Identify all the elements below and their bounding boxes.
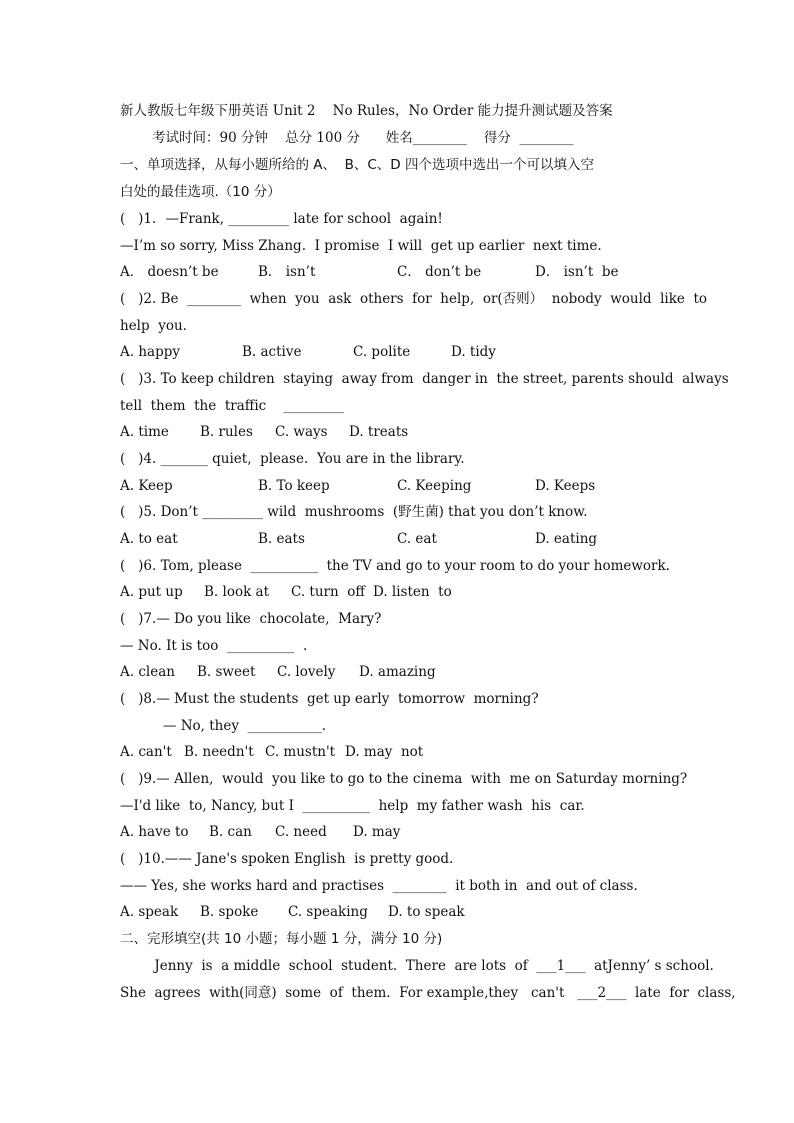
option-d: D. listen to [373, 584, 452, 600]
question-7-stem: ( )7.— Do you like chocolate, Mary? [120, 611, 382, 627]
section1-heading-cont: 白处的最佳选项.（10 分） [120, 184, 281, 200]
option-a: A. can't [120, 744, 172, 760]
option-a: A. to eat [120, 531, 178, 547]
question-1-options [120, 262, 680, 282]
exam-info: 考试时间：90 分钟 总分 100 分 姓名________ 得分 ________ [152, 130, 574, 146]
option-d: D. eating [535, 531, 598, 547]
cloze-blank-1: ___1___ [536, 958, 586, 974]
question-2-options [120, 342, 680, 362]
option-a: A. have to [120, 824, 189, 840]
option-d: D． isn’t be [535, 264, 619, 280]
question-8-dialog: — No, they ___________. [120, 718, 327, 734]
question-8-options [120, 742, 680, 762]
question-2-stem: ( )2. Be ________ when you ask others for help, or(否则） nobody would like to [120, 291, 708, 307]
option-a: A. clean [120, 664, 175, 680]
option-b: B. rules [200, 424, 253, 440]
question-8-stem: ( )8.— Must the students get up early tomorrow morning? [120, 691, 539, 707]
option-a: A. time [120, 424, 169, 440]
option-c: C. speaking [288, 904, 368, 920]
option-a: A. speak [120, 904, 179, 920]
cloze-text: Jenny is a middle school student. There are lots of [120, 958, 537, 974]
option-d: D. tidy [451, 344, 496, 360]
option-d: D. may not [345, 744, 424, 760]
option-c: C. mustn't [265, 744, 336, 760]
option-d: D. amazing [359, 664, 436, 680]
question-5-stem: ( )5. Don’t _________ wild mushrooms (野生菌) that you don’t know. [120, 504, 588, 520]
option-d: D. treats [349, 424, 409, 440]
option-a: A. happy [120, 344, 180, 360]
question-6-stem: ( )6. Tom, please __________ the TV and go to your room to do your homework. [120, 558, 670, 574]
option-c: C. ways [275, 424, 328, 440]
option-b: B. eats [258, 531, 305, 547]
option-c: C. need [275, 824, 327, 840]
option-b: B. active [242, 344, 302, 360]
option-c: C. turn off [291, 584, 365, 600]
question-3-stem-cont: tell them the traffic _________ [120, 398, 345, 414]
question-9-stem: ( )9.— Allen, would you like to go to the cinema with me on Saturday morning? [120, 771, 688, 787]
question-9-dialog: —I'd like to, Nancy, but I __________ help my father wash his car. [120, 798, 585, 814]
cloze-passage-line-2 [120, 983, 736, 1003]
option-a: A. put up [120, 584, 183, 600]
option-b: B. needn't [184, 744, 254, 760]
option-b: B. spoke [200, 904, 259, 920]
question-7-dialog: — No. It is too __________ . [120, 638, 308, 654]
option-b: B． isn’t [258, 264, 316, 280]
option-d: D. Keeps [535, 478, 596, 494]
question-1-stem: ( )1．—Frank, _________ late for school again! [120, 211, 443, 227]
option-c: C． don’t be [397, 264, 482, 280]
question-10-dialog: —— Yes, she works hard and practises ________ it both in and out of class. [120, 878, 638, 894]
page-title: 新人教版七年级下册英语 Unit 2 No Rules，No Order 能力提升测试题及答案 [120, 103, 613, 119]
question-4-stem: ( )4. _______ quiet, please. You are in the library. [120, 451, 465, 467]
question-3-options [120, 422, 680, 442]
question-9-options [120, 822, 680, 842]
section1-heading: 一、单项选择，从每小题所给的 A、 B、C、D 四个选项中选出一个可以填入空 [120, 157, 594, 173]
option-c: C. eat [397, 531, 437, 547]
question-10-stem: ( )10.—— Jane's spoken English is pretty good. [120, 851, 454, 867]
cloze-blank-2: ___2___ [577, 985, 627, 1001]
option-c: C. polite [353, 344, 411, 360]
question-1-dialog: —I’m so sorry, Miss Zhang. I promise I will get up earlier next time. [120, 238, 602, 254]
cloze-passage-line-1 [120, 956, 714, 976]
question-10-options [120, 902, 680, 922]
option-b: B. sweet [197, 664, 256, 680]
question-4-options [120, 476, 680, 496]
question-7-options [120, 662, 680, 682]
cloze-text: late for class, [626, 985, 736, 1001]
cloze-text: She agrees with(同意) some of them. For example,they can't [120, 985, 578, 1001]
option-b: B. To keep [258, 478, 330, 494]
option-c: C. lovely [277, 664, 336, 680]
option-a: A． doesn’t be [120, 264, 219, 280]
option-a: A. Keep [120, 478, 173, 494]
question-3-stem: ( )3. To keep children staying away from danger in the street, parents should always [120, 371, 729, 387]
option-b: B. can [209, 824, 252, 840]
option-b: B. look at [204, 584, 270, 600]
section2-heading: 二、完形填空(共 10 小题；每小题 1 分，满分 10 分) [120, 931, 443, 947]
question-6-options [120, 582, 680, 602]
cloze-text: atJenny’ s school. [585, 958, 714, 974]
option-c: C. Keeping [397, 478, 472, 494]
question-2-stem-cont: help you. [120, 318, 187, 334]
option-d: D. to speak [388, 904, 465, 920]
question-5-options [120, 529, 680, 549]
option-d: D. may [353, 824, 401, 840]
